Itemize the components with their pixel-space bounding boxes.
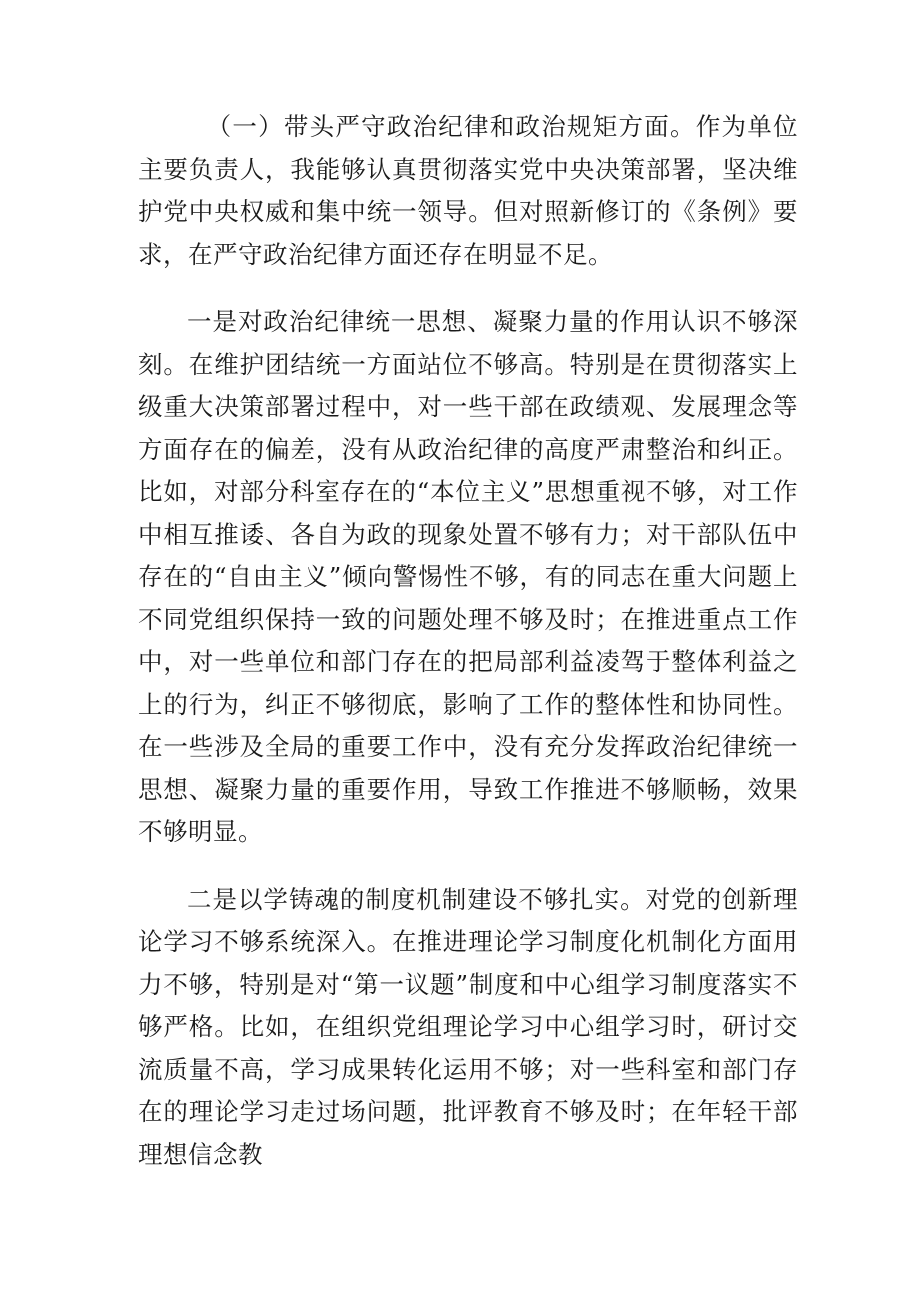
document-body [138,106,798,1176]
paragraph-political-discipline-heading: （一）带头严守政治纪律和政治规矩方面。作为单位主要负责人，我能够认真贯彻落实党中央决策部署，坚决维护党中央权威和集中统一领导。但对照新修订的《条例》要求，在严守政治纪律方面还存在明显不足。 [138,112,798,269]
paragraph-point-one: 一是对政治纪律统一思想、凝聚力量的作用认识不够深刻。在维护团结统一方面站位不够高。特别是在贯彻落实上级重大决策部署过程中，对一些干部在政绩观、发展理念等方面存在的偏差，没有从政治纪律的高度严肃整治和纠正。比如，对部分科室存在的“本位主义”思想重视不够，对工作中相互推诿、各自为政的现象处置不够有力；对干部队伍中存在的“自由主义”倾向警惕性不够，有的同志在重大问题上不同党组织保持一致的问题处理不够及时；在推进重点工作中，对一些单位和部门存在的把局部利益凌驾于整体利益之上的行为，纠正不够彻底，影响了工作的整体性和协同性。在一些涉及全局的重要工作中，没有充分发挥政治纪律统一思想、凝聚力量的重要作用，导致工作推进不够顺畅，效果不够明显。 [138,307,798,846]
paragraph-point-two: 二是以学铸魂的制度机制建设不够扎实。对党的创新理论学习不够系统深入。在推进理论学习制度化机制化方面用力不够，特别是对“第一议题”制度和中心组学习制度落实不够严格。比如，在组织党组理论学习中心组学习时，研讨交流质量不高，学习成果转化运用不够；对一些科室和部门存在的理论学习走过场问题，批评教育不够及时；在年轻干部理想信念教 [138,884,798,1169]
